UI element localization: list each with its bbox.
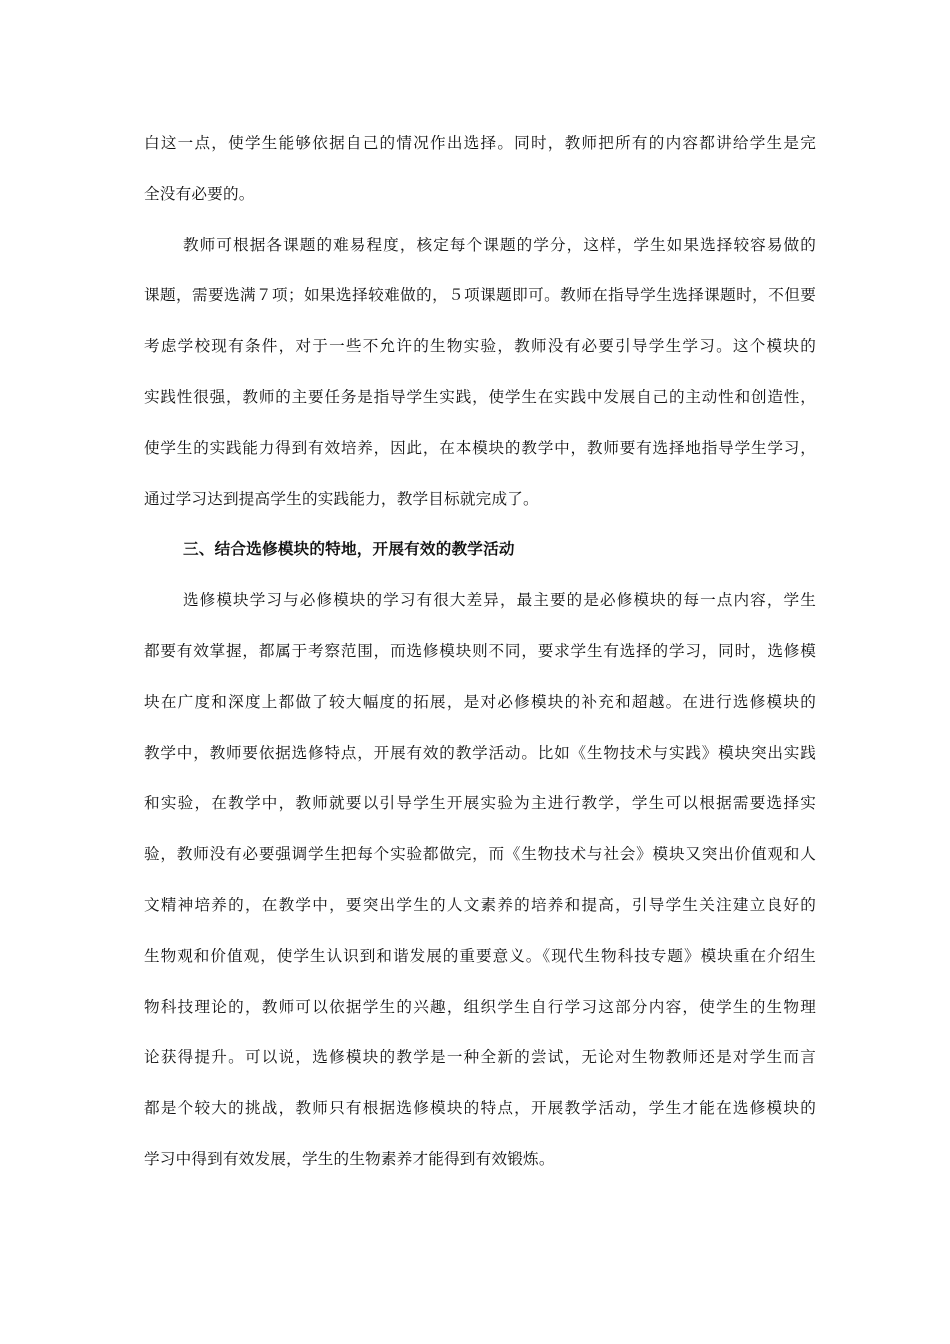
paragraph-line: 生物观和价值观，使学生认识到和谐发展的重要意义。《现代生物科技专题》模块重在介绍生 [144, 946, 816, 965]
document-page [144, 118, 816, 1185]
paragraph-line: 块在广度和深度上都做了较大幅度的拓展，是对必修模块的补充和超越。在进行选修模块的 [144, 692, 816, 711]
paragraph-line: 和实验，在教学中，教师就要以引导学生开展实验为主进行教学，学生可以根据需要选择实 [144, 794, 816, 813]
paragraph-line: 使学生的实践能力得到有效培养，因此，在本模块的教学中，教师要有选择地指导学生学习， [144, 438, 816, 457]
section-heading [144, 524, 816, 575]
body-paragraph [144, 118, 816, 220]
paragraph-line: 通过学习达到提高学生的实践能力，教学目标就完成了。 [144, 489, 539, 508]
paragraph-line: 物科技理论的，教师可以依据学生的兴趣，组织学生自行学习这部分内容，使学生的生物理 [144, 997, 816, 1016]
paragraph-line: 学习中得到有效发展，学生的生物素养才能得到有效锻炼。 [144, 1149, 555, 1168]
body-paragraph [144, 575, 816, 1185]
paragraph-line: 教学中，教师要依据选修特点，开展有效的教学活动。比如《生物技术与实践》模块突出实践 [144, 743, 816, 762]
paragraph-line: 白这一点，使学生能够依据自己的情况作出选择。同时，教师把所有的内容都讲给学生是完 [144, 134, 816, 152]
paragraph-line: 都是个较大的挑战，教师只有根据选修模块的特点，开展教学活动，学生才能在选修模块的 [144, 1099, 816, 1118]
paragraph-line: 课题，需要选满７项；如果选择较难做的，５项课题即可。教师在指导学生选择课题时，不但要 [144, 286, 816, 305]
paragraph-line: 考虑学校现有条件，对于一些不允许的生物实验，教师没有必要引导学生学习。这个模块的 [144, 337, 816, 356]
paragraph-line: 教师可根据各课题的难易程度，核定每个课题的学分，这样，学生如果选择较容易做的 [183, 235, 816, 254]
paragraph-line: 实践性很强，教师的主要任务是指导学生实践，使学生在实践中发展自己的主动性和创造性， [144, 387, 816, 406]
paragraph-line: 都要有效掌握，都属于考察范围，而选修模块则不同，要求学生有选择的学习，同时，选修模 [144, 641, 816, 660]
paragraph-line: 验，教师没有必要强调学生把每个实验都做完，而《生物技术与社会》模块又突出价值观和人 [144, 845, 816, 864]
paragraph-line: 全没有必要的。 [144, 184, 255, 203]
paragraph-line: 论获得提升。可以说，选修模块的教学是一种全新的尝试，无论对生物教师还是对学生而言 [144, 1048, 816, 1067]
paragraph-line: 选修模块学习与必修模块的学习有很大差异，最主要的是必修模块的每一点内容，学生 [183, 591, 816, 610]
heading-text: 三、结合选修模块的特地，开展有效的教学活动 [183, 539, 515, 559]
body-paragraph [144, 220, 816, 525]
paragraph-line: 文精神培养的，在教学中，要突出学生的人文素养的培养和提高，引导学生关注建立良好的 [144, 895, 816, 914]
